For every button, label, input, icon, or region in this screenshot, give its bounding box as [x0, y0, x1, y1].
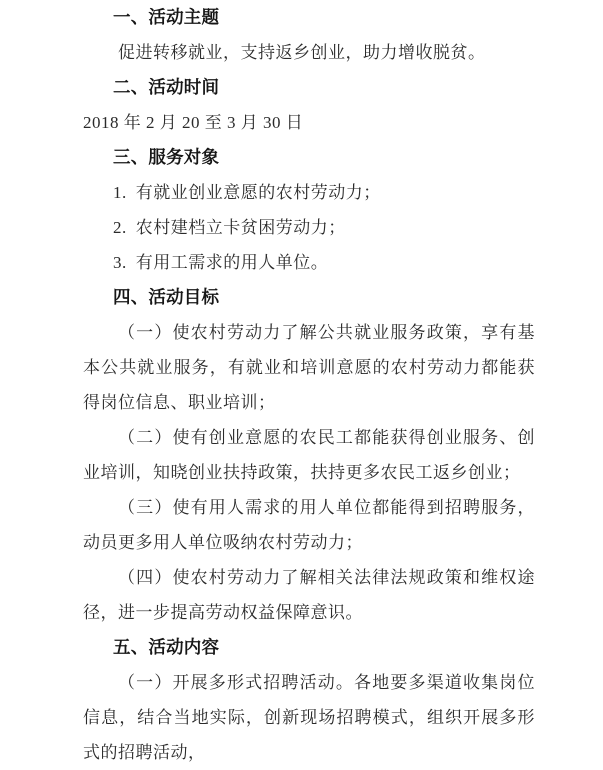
list-item — [83, 175, 535, 210]
body-paragraph: （一）使农村劳动力了解公共就业服务政策，享有基本公共就业服务，有就业和培训意愿的农村劳动力都能获得岗位信息、职业培训； — [83, 323, 535, 412]
list-item-text: 农村建档立卡贫困劳动力； — [135, 218, 346, 237]
body-paragraph: （三）使有用人需求的用人单位都能得到招聘服务，动员更多用人单位吸纳农村劳动力； — [83, 498, 535, 552]
list-item-marker: 3. — [113, 253, 127, 272]
document-body — [83, 0, 535, 770]
body-paragraph: （二）使有创业意愿的农民工都能获得创业服务、创业培训，知晓创业扶持政策，扶持更多农民工返乡创业； — [83, 428, 535, 482]
body-paragraph: （一）开展多形式招聘活动。各地要多渠道收集岗位信息，结合当地实际，创新现场招聘模式，组织开展多形式的招聘活动， — [83, 673, 535, 762]
list-item — [83, 210, 535, 245]
body-paragraph: （四）使农村劳动力了解相关法律法规政策和维权途径，进一步提高劳动权益保障意识。 — [83, 568, 535, 622]
activity-date-line: 2018 年 2 月 20 至 3 月 30 日 — [83, 113, 304, 132]
section-heading: 一、活动主题 — [113, 7, 220, 27]
list-item-text: 有就业创业意愿的农村劳动力； — [135, 183, 381, 202]
section-heading: 二、活动时间 — [113, 77, 220, 97]
list-item-marker: 1. — [113, 183, 127, 202]
section-heading: 五、活动内容 — [113, 637, 220, 657]
body-paragraph: 促进转移就业，支持返乡创业，助力增收脱贫。 — [118, 43, 486, 62]
list-item-marker: 2. — [113, 218, 127, 237]
section-heading: 四、活动目标 — [113, 287, 220, 307]
list-item — [83, 245, 535, 280]
section-heading: 三、服务对象 — [113, 147, 220, 167]
list-item-text: 有用工需求的用人单位。 — [135, 253, 329, 272]
